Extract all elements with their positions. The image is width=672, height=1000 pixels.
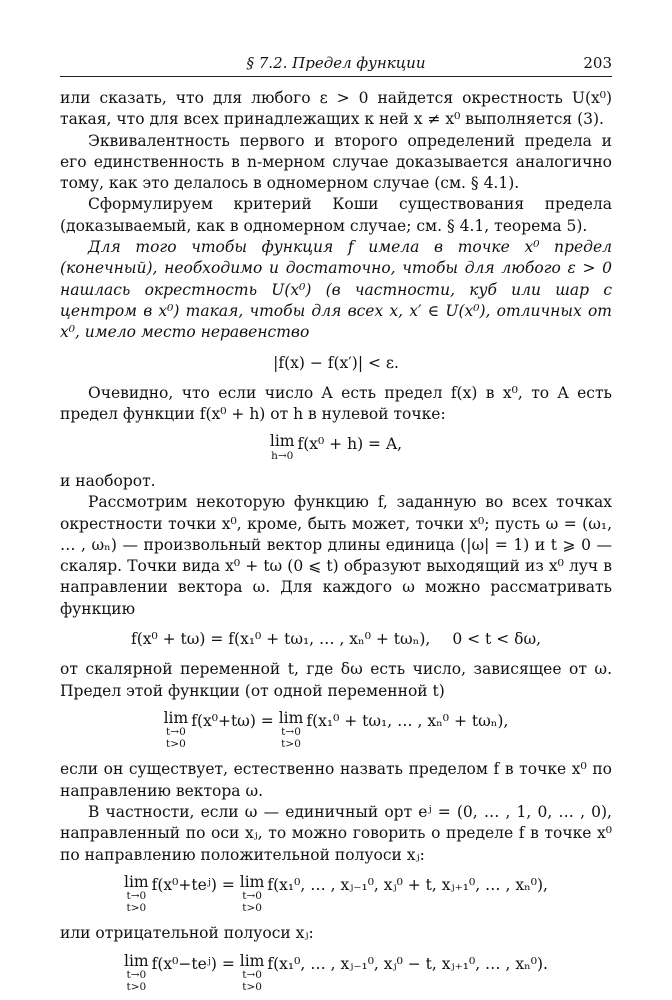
paragraph: от скалярной переменной t, где δω есть число, зависящее от ω. Предел этой функции (от одной переменной t) bbox=[60, 660, 612, 700]
lim-word: lim bbox=[278, 708, 304, 727]
limit-operator bbox=[163, 708, 189, 751]
lim-subscript: t→0 bbox=[281, 726, 301, 739]
running-header bbox=[60, 52, 612, 77]
lim-subscript: t→0 bbox=[126, 890, 147, 903]
paragraph: или сказать, что для любого ε > 0 найдется окрестность U(x⁰) такая, что для всех принадлежащих к ней x ≠ x⁰ выполняется (3). bbox=[60, 89, 612, 129]
lim-word: lim bbox=[124, 951, 149, 970]
lim-subscript: t→0 bbox=[242, 969, 262, 982]
lim-word: lim bbox=[163, 708, 189, 727]
lim-word: lim bbox=[124, 872, 149, 891]
equation-cauchy: |f(x) − f(x′)| < ε. bbox=[273, 353, 399, 372]
lim-word: lim bbox=[239, 951, 265, 970]
equation-condition: 0 < t < δω, bbox=[452, 630, 542, 649]
limit-operator bbox=[124, 872, 149, 915]
equation-limit-h bbox=[60, 434, 612, 462]
equation-right: f(x₁⁰ + tω₁, … , xₙ⁰ + tωₙ), bbox=[306, 711, 509, 730]
paragraph: Рассмотрим некоторую функцию f, заданную во всех точках окрестности точки x⁰, кроме, быть может, точки x⁰; пусть ω = (ω₁, … , ωₙ) — произвольный вектор длины единица (|ω| = 1) и t ⩾ 0 — скаляр. Точки вида x⁰ + tω (0 ⩽ t) образуют выходящий из x⁰ луч в направлении вектора ω. Для каждого ω можно рассматривать функцию bbox=[60, 493, 612, 618]
equation-right: f(x₁⁰, … , xⱼ₋₁⁰, xⱼ⁰ − t, xⱼ₊₁⁰, … , xₙ⁰). bbox=[267, 954, 548, 973]
paragraph: если он существует, естественно назвать пределом f в точке x⁰ по направлению вектора ω. bbox=[60, 760, 612, 800]
theorem-statement: Для того чтобы функция f имела в точке x⁰ предел (конечный), необходимо и достаточно, чтобы для любого ε > 0 нашлась окрестность U(x⁰) (в частности, куб или шар с центром в x⁰) такая, чтобы для всех x, x′ ∈ U(x⁰), отличных от x⁰, имело место неравенство bbox=[60, 238, 612, 342]
section-title: § 7.2. Предел функции bbox=[246, 54, 426, 72]
equation-direction-limit bbox=[60, 708, 612, 751]
equation-right: f(x₁⁰, … , xⱼ₋₁⁰, xⱼ⁰ + t, xⱼ₊₁⁰, … , xₙ⁰), bbox=[267, 875, 548, 894]
limit-operator bbox=[278, 708, 304, 751]
lim-subscript: t→0 bbox=[126, 969, 147, 982]
limit-operator bbox=[239, 951, 265, 994]
lim-subscript: t>0 bbox=[126, 902, 147, 915]
equation-left: f(x⁰+tω) = bbox=[191, 711, 274, 730]
lim-subscript: h→0 bbox=[271, 449, 294, 462]
equation-main: f(x⁰ + tω) = f(x₁⁰ + tω₁, … , xₙ⁰ + tωₙ), bbox=[130, 630, 431, 649]
equation-direction-function bbox=[60, 629, 612, 650]
equation-left: f(x⁰+teʲ) = bbox=[151, 875, 235, 894]
paragraph: или отрицательной полуоси xⱼ: bbox=[60, 924, 314, 943]
equation-positive-semiaxis bbox=[60, 872, 612, 915]
lim-subscript: t>0 bbox=[281, 738, 301, 751]
paragraph: Сформулируем критерий Коши существования предела (доказываемый, как в одномерном случае; см. § 4.1, теорема 5). bbox=[60, 195, 612, 235]
equation-left: f(x⁰−teʲ) = bbox=[151, 954, 235, 973]
paragraph: и наоборот. bbox=[60, 471, 156, 490]
lim-subscript: t>0 bbox=[166, 738, 186, 751]
limit-operator bbox=[270, 434, 295, 462]
paragraph: В частности, если ω — единичный орт eʲ = (0, … , 1, 0, … , 0), направленный по оси xⱼ, то можно говорить о пределе f в точке x⁰ по направлению положительной полуоси xⱼ: bbox=[60, 803, 612, 864]
lim-subscript: t>0 bbox=[242, 981, 262, 994]
limit-operator bbox=[239, 872, 265, 915]
limit-operator bbox=[124, 951, 149, 994]
lim-subscript: t>0 bbox=[242, 902, 262, 915]
main-text bbox=[60, 88, 612, 1000]
lim-subscript: t>0 bbox=[126, 981, 147, 994]
equation-negative-semiaxis bbox=[60, 951, 612, 994]
lim-word: lim bbox=[269, 432, 295, 451]
paragraph: Эквивалентность первого и второго определений предела и его единственность в n-мерном случае доказывается аналогично тому, как это делалось в одномерном случае (см. § 4.1). bbox=[60, 131, 612, 193]
page-number: 203 bbox=[583, 54, 612, 72]
lim-word: lim bbox=[239, 872, 265, 891]
lim-subscript: t→0 bbox=[242, 890, 262, 903]
lim-subscript: t→0 bbox=[166, 726, 186, 739]
limit-expression: f(x⁰ + h) = A, bbox=[297, 435, 403, 454]
paragraph: Очевидно, что если число A есть предел f(x) в x⁰, то A есть предел функции f(x⁰ + h) от h в нулевой точке: bbox=[60, 383, 612, 424]
